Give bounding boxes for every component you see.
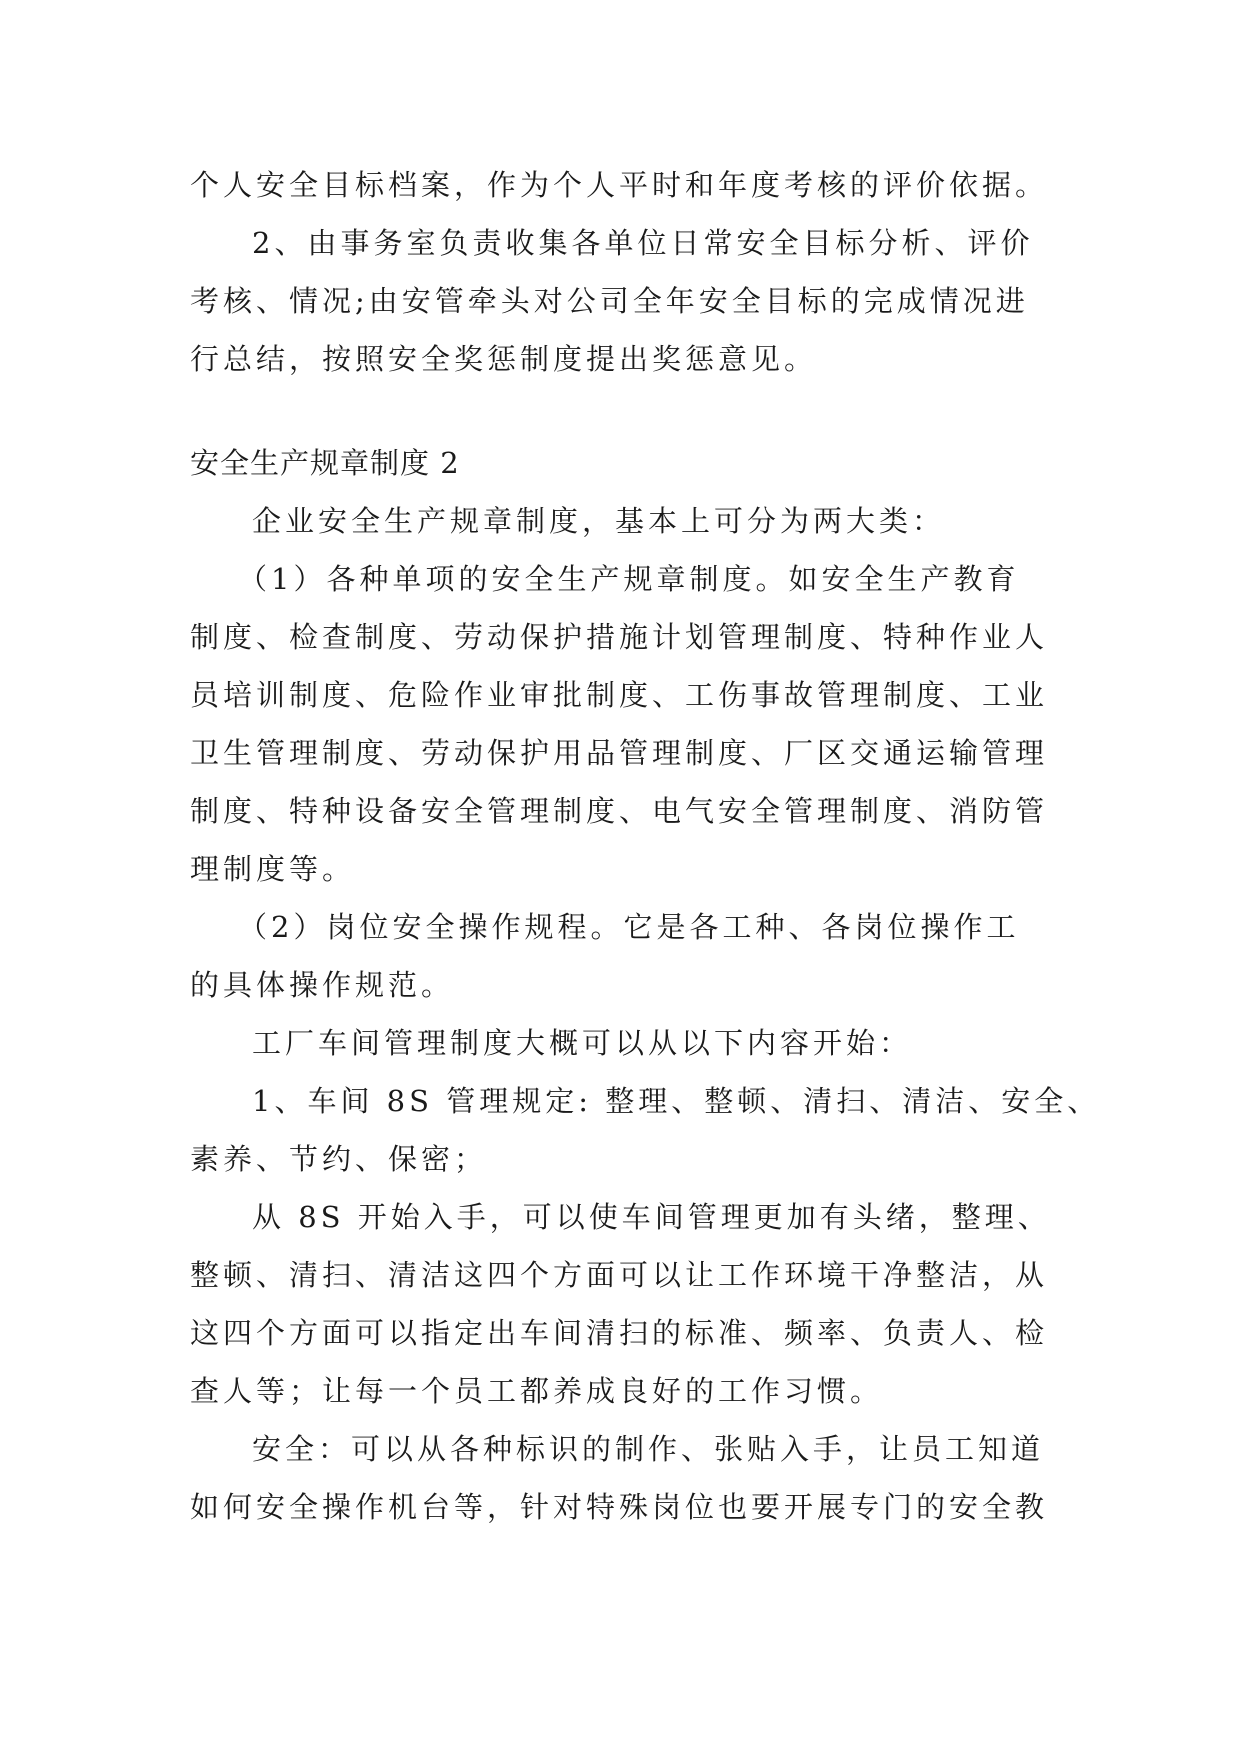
paragraph (190, 1188, 1060, 1420)
text-line: 个人安全目标档案，作为个人平时和年度考核的评价依据。 (190, 168, 1049, 202)
text-line: 的具体操作规范。 (190, 968, 455, 1002)
text-line: 制度、特种设备安全管理制度、电气安全管理制度、消防管 (190, 794, 1049, 828)
text-line: 素养、节约、保密； (190, 1142, 488, 1176)
text-line: 制度、检查制度、劳动保护措施计划管理制度、特种作业人 (190, 620, 1049, 654)
text-line: 这四个方面可以指定出车间清扫的标准、频率、负责人、检 (190, 1316, 1049, 1350)
paragraph (190, 1014, 1060, 1072)
text-line: （2）岗位安全操作规程。它是各工种、各岗位操作工 (238, 910, 1020, 944)
text-line: 安全：可以从各种标识的制作、张贴入手，让员工知道 (252, 1432, 1045, 1466)
paragraph (190, 156, 1060, 214)
text-line: 1、车间 8S 管理规定: 整理、整顿、清扫、清洁、安全、 (252, 1084, 1101, 1118)
paragraph (190, 492, 1060, 550)
text-line: 2、由事务室负责收集各单位日常安全目标分析、评价 (252, 226, 1034, 260)
text-line: 企业安全生产规章制度，基本上可分为两大类： (252, 504, 946, 538)
text-line: 从 8S 开始入手，可以使车间管理更加有头绪，整理、 (252, 1200, 1051, 1234)
paragraph (190, 1072, 1101, 1188)
text-line: 员培训制度、危险作业审批制度、工伤事故管理制度、工业 (190, 678, 1049, 712)
section-heading: 安全生产规章制度 2 (190, 446, 460, 480)
paragraph (190, 214, 1060, 388)
paragraph (190, 550, 1060, 898)
document-body (190, 156, 1101, 1536)
paragraph (190, 1420, 1060, 1536)
text-line: 工厂车间管理制度大概可以从以下内容开始： (252, 1026, 913, 1060)
text-line: 考核、情况;由安管牵头对公司全年安全目标的完成情况进 (190, 284, 1029, 318)
text-line: 如何安全操作机台等，针对特殊岗位也要开展专门的安全教 (190, 1490, 1049, 1524)
text-line: 理制度等。 (190, 852, 356, 886)
text-line: 卫生管理制度、劳动保护用品管理制度、厂区交通运输管理 (190, 736, 1049, 770)
text-line: 查人等；让每一个员工都养成良好的工作习惯。 (190, 1374, 884, 1408)
paragraph-spacer (190, 388, 1060, 434)
text-line: 行总结，按照安全奖惩制度提出奖惩意见。 (190, 342, 818, 376)
paragraph (190, 898, 1060, 1014)
text-line: 整顿、清扫、清洁这四个方面可以让工作环境干净整洁，从 (190, 1258, 1049, 1292)
text-line: （1）各种单项的安全生产规章制度。如安全生产教育 (238, 562, 1020, 596)
